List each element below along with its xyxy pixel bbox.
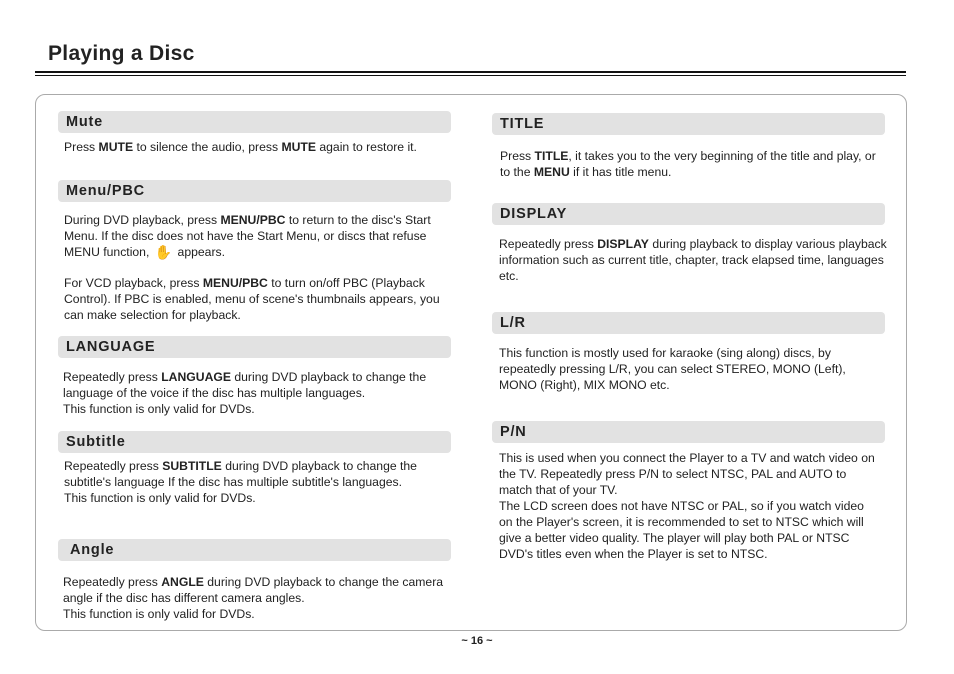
angle-heading: Angle [58,539,451,561]
menu-pbc-heading: Menu/PBC [58,180,451,202]
subtitle-heading: Subtitle [58,431,451,453]
display-heading: DISPLAY [492,203,885,225]
mute-heading: Mute [58,111,451,133]
menu-pbc-text-1: During DVD playback, press MENU/PBC to return to the disc's Start Menu. If the disc does not have the Start Menu, or discs that refuse MENU function, ✋ appears. [64,213,431,260]
pn-heading: P/N [492,421,885,443]
title-text: Press TITLE, it takes you to the very beginning of the title and play, or to the MENU if it has title menu. [500,149,876,179]
language-text: Repeatedly press LANGUAGE during DVD playback to change the language of the voice if the disc has multiple languages. This function is only valid for DVDs. [63,370,427,416]
lr-text: This function is mostly used for karaoke (sing along) discs, by repeatedly pressing L/R, you can select STEREO, MONO (Left), MONO (Right), MIX MONO etc. [499,346,846,392]
display-text: Repeatedly press DISPLAY during playback to display various playback information such as current title, chapter, track elapsed time, languages etc. [499,237,887,283]
page-title: Playing a Disc [48,42,195,65]
menu-pbc-text-2: For VCD playback, press MENU/PBC to turn on/off PBC (Playback Control). If PBC is enabled, menu of scene's thumbnails appears, you can make selection for playback. [64,276,440,322]
mute-text: Press MUTE to silence the audio, press MUTE again to restore it. [64,140,417,154]
title-rule-thin [35,75,906,76]
pn-text: This is used when you connect the Player to a TV and watch video on the TV. Repeatedly press P/N to select NTSC, PAL and AUTO to match that of your TV. The LCD screen does not have NTSC or PAL, so if you watch video on the Player's screen, it is recommended to set to NTSC which will give a better video quality. The player will play both PAL or NTSC DVD's titles even when the Player is set to NTSC. [499,451,875,561]
language-heading: LANGUAGE [58,336,451,358]
title-heading: TITLE [492,113,885,135]
hand-icon: ✋ [154,244,173,260]
title-rule-thick [35,71,906,73]
angle-text: Repeatedly press ANGLE during DVD playback to change the camera angle if the disc has different camera angles. This function is only valid for DVDs. [63,575,444,621]
lr-heading: L/R [492,312,885,334]
page-number: ~ 16 ~ [461,635,493,647]
subtitle-text: Repeatedly press SUBTITLE during DVD playback to change the subtitle's language If the disc has multiple subtitle's languages. This function is only valid for DVDs. [64,459,417,505]
